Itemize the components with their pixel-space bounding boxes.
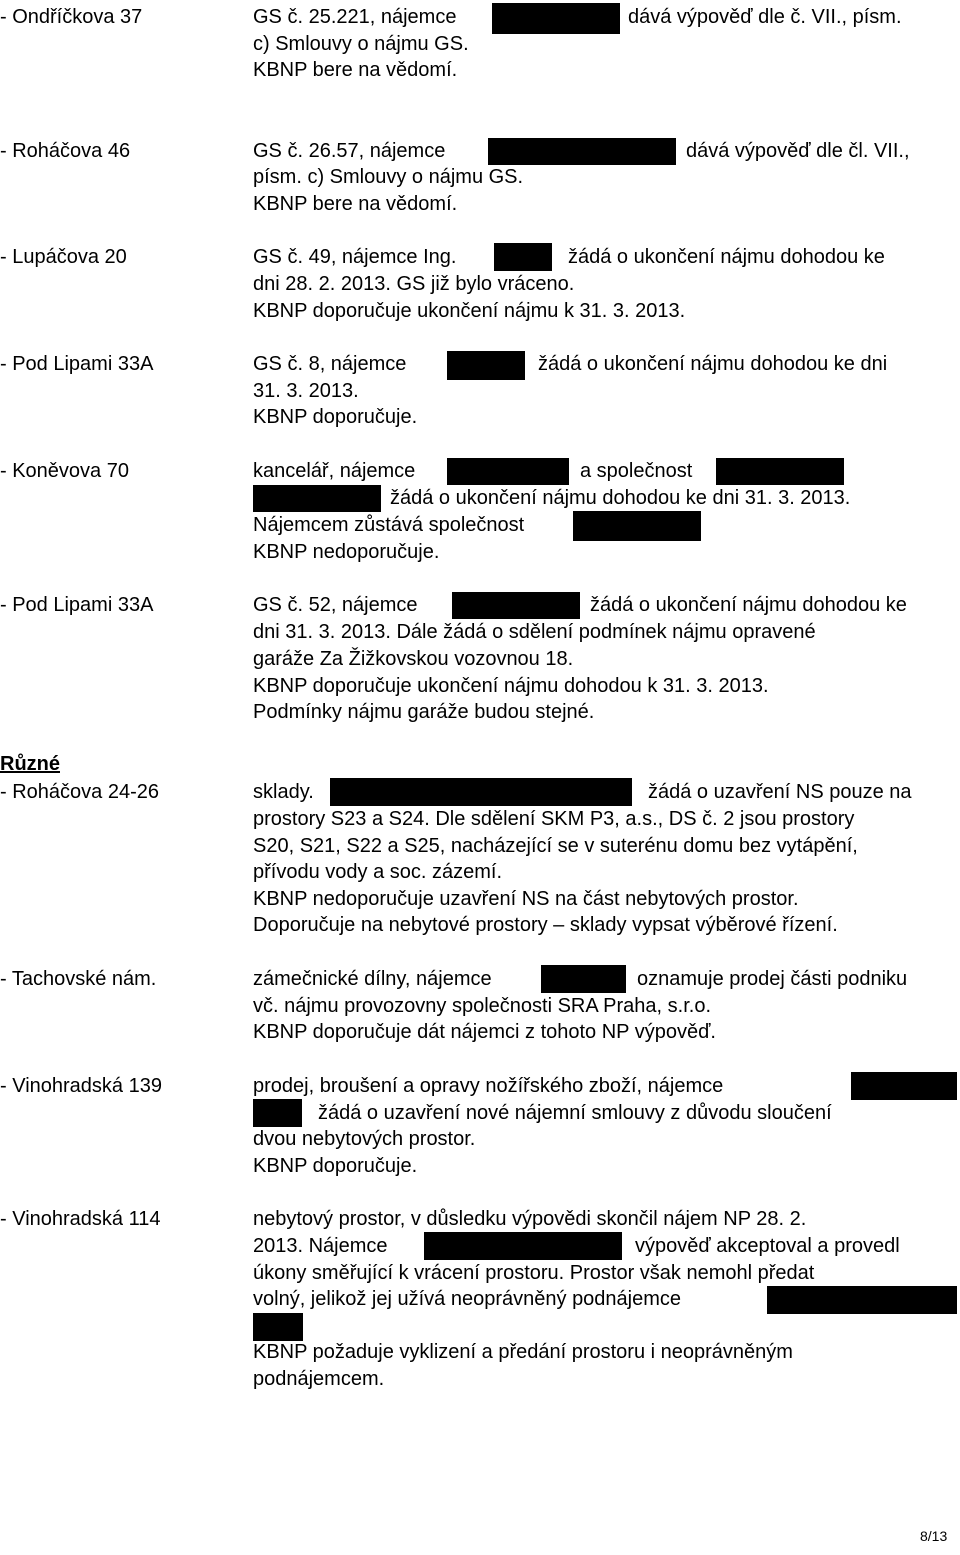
- entry-line: KBNP doporučuje ukončení nájmu k 31. 3. 2013.: [253, 300, 686, 322]
- address-tachovske-nam: - Tachovské nám.: [0, 968, 157, 990]
- entry-line: prostory S23 a S24. Dle sdělení SKM P3, a.s., DS č. 2 jsou prostory: [253, 808, 855, 830]
- redaction-box: [492, 3, 620, 34]
- entry-line: úkony směřující k vrácení prostoru. Prostor však nemohl předat: [253, 1262, 815, 1284]
- entry-line: KBNP doporučuje dát nájemci z tohoto NP výpověď.: [253, 1021, 716, 1043]
- entry-line: a společnost: [580, 460, 693, 482]
- redaction-box: [253, 1313, 303, 1341]
- entry-line: Nájemcem zůstává společnost: [253, 514, 525, 536]
- address-pod-lipami-33a: - Pod Lipami 33A: [0, 353, 154, 375]
- entry-line: KBNP doporučuje ukončení nájmu dohodou k 31. 3. 2013.: [253, 675, 769, 697]
- address-lupacova-20: - Lupáčova 20: [0, 246, 127, 268]
- entry-line: nebytový prostor, v důsledku výpovědi skončil nájem NP 28. 2.: [253, 1208, 807, 1230]
- address-vinohradska-114: - Vinohradská 114: [0, 1208, 161, 1230]
- redaction-box: [253, 485, 381, 512]
- redaction-box: [767, 1286, 957, 1314]
- entry-line: KBNP doporučuje.: [253, 1155, 418, 1177]
- redaction-box: [488, 138, 676, 165]
- entry-line: dává výpověď dle čl. VII.,: [686, 140, 910, 162]
- entry-line: oznamuje prodej části podniku: [637, 968, 908, 990]
- entry-line: KBNP požaduje vyklizení a předání prostoru i neoprávněným: [253, 1341, 793, 1363]
- entry-line: žádá o ukončení nájmu dohodou ke: [590, 594, 907, 616]
- entry-line: KBNP bere na vědomí.: [253, 59, 458, 81]
- redaction-box: [452, 592, 580, 619]
- address-vinohradska-139: - Vinohradská 139: [0, 1075, 162, 1097]
- entry-line: KBNP nedoporučuje uzavření NS na část nebytových prostor.: [253, 888, 799, 910]
- address-konevova-70: - Koněvova 70: [0, 460, 129, 482]
- entry-line: žádá o uzavření NS pouze na: [648, 781, 912, 803]
- entry-line: písm. c) Smlouvy o nájmu GS.: [253, 166, 524, 188]
- entry-line: Podmínky nájmu garáže budou stejné.: [253, 701, 595, 723]
- redaction-box: [253, 1099, 302, 1127]
- address-rohacova-46: - Roháčova 46: [0, 140, 131, 162]
- entry-line: KBNP bere na vědomí.: [253, 193, 458, 215]
- entry-line: přívodu vody a soc. zázemí.: [253, 861, 503, 883]
- entry-line: c) Smlouvy o nájmu GS.: [253, 33, 469, 55]
- entry-line: GS č. 25.221, nájemce: [253, 6, 457, 28]
- entry-line: garáže Za Žižkovskou vozovnou 18.: [253, 648, 574, 670]
- entry-line: prodej, broušení a opravy nožířského zboží, nájemce: [253, 1075, 724, 1097]
- page-number: 8/13: [920, 1528, 948, 1544]
- section-heading: Různé: [0, 753, 60, 775]
- entry-line: GS č. 8, nájemce: [253, 353, 407, 375]
- entry-line: KBNP doporučuje.: [253, 406, 418, 428]
- entry-line: sklady.: [253, 781, 314, 803]
- entry-line: žádá o ukončení nájmu dohodou ke dni: [538, 353, 888, 375]
- address-rohacova-24-26: - Roháčova 24-26: [0, 781, 159, 803]
- entry-line: 2013. Nájemce: [253, 1235, 388, 1257]
- entry-line: dvou nebytových prostor.: [253, 1128, 476, 1150]
- entry-line: vč. nájmu provozovny společnosti SRA Praha, s.r.o.: [253, 995, 711, 1017]
- entry-line: 31. 3. 2013.: [253, 380, 359, 402]
- address-pod-lipami-33a: - Pod Lipami 33A: [0, 594, 154, 616]
- redaction-box: [851, 1072, 957, 1100]
- entry-line: Doporučuje na nebytové prostory – sklady vypsat výběrové řízení.: [253, 914, 838, 936]
- entry-line: S20, S21, S22 a S25, nacházející se v suterénu domu bez vytápění,: [253, 835, 858, 857]
- entry-line: dává výpověď dle č. VII., písm.: [628, 6, 902, 28]
- entry-line: kancelář, nájemce: [253, 460, 416, 482]
- redaction-box: [330, 778, 632, 806]
- redaction-box: [494, 243, 552, 271]
- entry-line: dni 28. 2. 2013. GS již bylo vráceno.: [253, 273, 575, 295]
- entry-line: volný, jelikož jej užívá neoprávněný podnájemce: [253, 1288, 682, 1310]
- redaction-box: [716, 458, 844, 485]
- entry-line: GS č. 49, nájemce Ing.: [253, 246, 457, 268]
- entry-line: zámečnické dílny, nájemce: [253, 968, 492, 990]
- entry-line: GS č. 26.57, nájemce: [253, 140, 446, 162]
- redaction-box: [447, 458, 569, 485]
- entry-line: žádá o ukončení nájmu dohodou ke dni 31. 3. 2013.: [390, 487, 851, 509]
- entry-line: žádá o ukončení nájmu dohodou ke: [568, 246, 885, 268]
- redaction-box: [447, 351, 525, 380]
- redaction-box: [573, 511, 701, 541]
- entry-line: podnájemcem.: [253, 1368, 385, 1390]
- entry-line: GS č. 52, nájemce: [253, 594, 418, 616]
- entry-line: dni 31. 3. 2013. Dále žádá o sdělení podmínek nájmu opravené: [253, 621, 816, 643]
- entry-line: KBNP nedoporučuje.: [253, 541, 440, 563]
- entry-line: výpověď akceptoval a provedl: [635, 1235, 900, 1257]
- entry-line: žádá o uzavření nové nájemní smlouvy z důvodu sloučení: [318, 1102, 832, 1124]
- redaction-box: [424, 1232, 622, 1260]
- redaction-box: [541, 965, 626, 993]
- address-ondrickova-37: - Ondříčkova 37: [0, 6, 143, 28]
